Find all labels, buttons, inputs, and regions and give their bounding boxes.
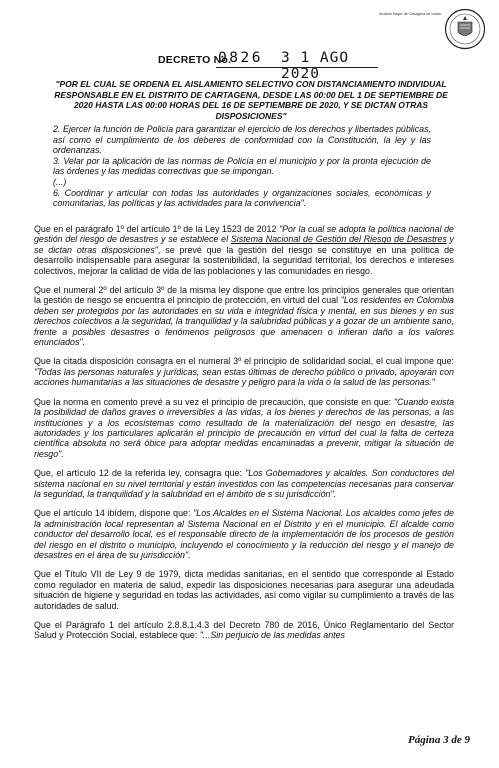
quote-item: 2. Ejercer la función de Policía para garantizar el ejercicio de los derechos y libertades públicas, así como el cumplimiento de los deberes de conformidad con la Constitución, la ley y las ordenanzas.	[53, 124, 431, 156]
paragraph: Que la citada disposición consagra en el numeral 3º el principio de solidaridad social, el cual impone que: "Todas las personas naturales y jurídicas, sean estas últimas de derecho público o privado, apoyarán con acciones humanitarias a las situaciones de desastre y peligro para la vida o la salud de las personas."	[34, 356, 454, 388]
decree-number: 0826	[218, 50, 263, 66]
paragraph: Que en el parágrafo 1º del artículo 1º de la Ley 1523 de 2012 "Por la cual se adopta la política nacional de gestión del riesgo de desastres y se establece el Sistema Nacional de Gestión del Riesgo de Desastres y se dictan otras disposiciones", se prevé que la gestión del riesgo se constituye en una política de desarrollo indispensable para asegurar la sostenibilidad, la seguridad territorial, los derechos e intereses colectivos, mejorar la calidad de vida de las poblaciones y las comunidades en riesgo.	[34, 224, 454, 276]
quote-item: 6. Coordinar y articular con todas las autoridades y organizaciones sociales, económicas y comunitarias, las políticas y las actividades para la convivencia".	[53, 187, 431, 209]
seal-caption: Alcaldía Mayor de Cartagena de Indias	[378, 12, 441, 16]
decree-date: 3 1 AGO 2020	[281, 50, 350, 82]
quoted-article-items	[53, 124, 431, 209]
quote-item: 3. Velar por la aplicación de las normas de Policía en el municipio y por la pronta ejecución de las órdenes y las medidas correctivas que se impongan.	[53, 155, 431, 177]
decree-label: DECRETO No.	[158, 54, 232, 66]
page-number: Página 3 de 9	[407, 734, 470, 746]
document-body	[34, 224, 454, 641]
paragraph: Que el Título VII de Ley 9 de 1979, dicta medidas sanitarias, en el sentido que corresponde al Estado como regulador en materia de salud, expedir las disposiciones necesarias para asegurar una adeudada situación de higiene y seguridad en todas las actividades, así como vigilar su cumplimiento a través de las autoridades de salud.	[34, 569, 454, 611]
quote-item: (...)	[53, 176, 67, 187]
decree-title: "POR EL CUAL SE ORDENA EL AISLAMIENTO SELECTIVO CON DISTANCIAMIENTO INDIVIDUAL RESPONSABLE EN EL DISTRITO DE CARTAGENA, DESDE LAS 00:00 DEL 1 DE SEPTIEMBRE DE 2020 HASTA LAS 00:00 HORAS DEL 16 DE SEPTIEMBRE DE 2020, Y SE DICTAN OTRAS DISPOSICIONES"	[54, 79, 448, 121]
paragraph: Que, el artículo 12 de la referida ley, consagra que: "Los Gobernadores y alcaldes. Son conductores del sistema nacional en su nivel territorial y están investidos con las competencias necesarias para conservar la seguridad, la tranquilidad y la salubridad en el ámbito de s su jurisdicción".	[34, 468, 454, 499]
paragraph: Que el numeral 2º del artículo 3º de la misma ley dispone que entre los principios generales que orientan la gestión de riesgo se encuentra el principio de protección, en virtud del cual "Los residentes en Colombia deben ser protegidos por las autoridades en su vida e integridad física y mental, en sus bienes y en sus derechos colectivos a la seguridad, la tranquilidad y la salubridad públicas y a gozar de un ambiente sano, frente a posibles desastres o fenómenos peligrosos que amenacen o infieran daño a los valores enunciados".	[34, 285, 454, 348]
paragraph: Que el Parágrafo 1 del artículo 2.8.8.1.4.3 del Decreto 780 de 2016, Único Reglamentario del Sector Salud y Protección Social, establece que: "...Sin perjuicio de las medidas antes	[34, 620, 454, 641]
paragraph: Que la norma en comento prevé a su vez el principio de precaución, que consiste en que: "Cuando exista la posibilidad de daños graves o irreversibles a las vidas, a los bienes y derechos de las personas, a las instituciones y a los ecosistemas como resultado de la materialización del riesgo en desastre, las autoridades y los particulares aplicarán el principio de precaución en virtud del cual la falta de certeza científica absoluta no será óbice para adoptar medidas encaminadas a prevenir, mitigar la situación de riesgo".	[34, 396, 455, 459]
decree-underline	[216, 67, 378, 68]
coat-of-arms-seal	[444, 8, 486, 50]
decree-number-line	[158, 50, 378, 82]
paragraph: Que el artículo 14 ibídem, dispone que: "Los Alcaldes en el Sistema Nacional. Los alcaldes como jefes de la administración local representan al Sistema Nacional en el Distrito y en el municipio. El alcalde como conductor del desarrollo local, es el responsable directo de la implementación de los procesos de gestión del riesgo en el distrito o municipio, incluyendo el conocimiento y la reducción del riesgo y el manejo de desastres en el área de su jurisdicción".	[34, 508, 454, 560]
